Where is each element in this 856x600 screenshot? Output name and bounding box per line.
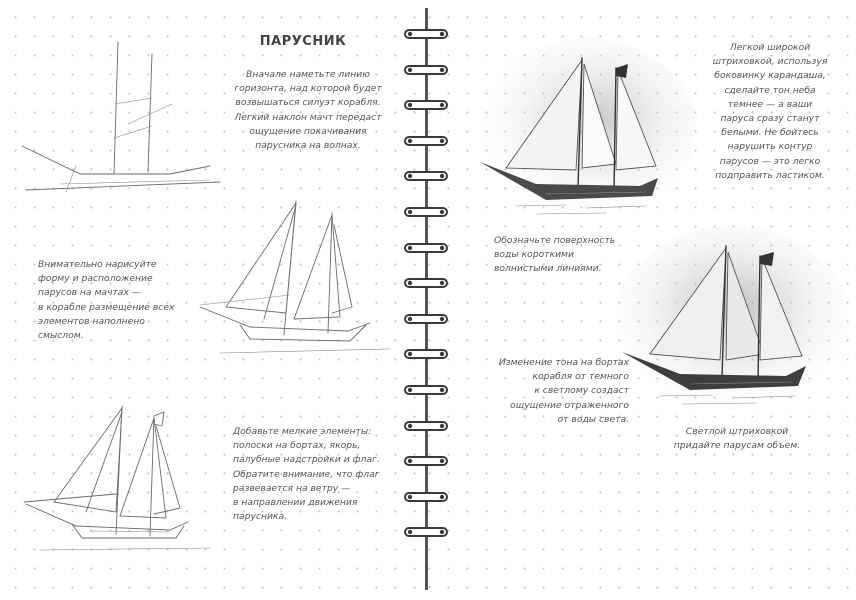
spiral-ring	[404, 420, 448, 432]
spiral-ring	[404, 170, 448, 182]
step-caption-shading: Легкой широкой штриховкой, используя боковинку карандаша, сделайте тон неба темнее — а ваши паруса сразу станут белыми. Не бойтесь нарушить контур парусов — это легко подправить ластиком.	[712, 42, 828, 181]
spiral-ring	[404, 348, 448, 360]
page-title: ПАРУСНИК	[259, 34, 347, 49]
spiral-ring	[404, 313, 448, 325]
shaded-ship-sails-volume	[616, 236, 846, 416]
spiral-ring	[404, 64, 448, 76]
step-caption-water: Обозначьте поверхность воды короткими волнистыми линиями.	[494, 235, 616, 275]
spiral-ring	[404, 206, 448, 218]
spiral-ring	[404, 491, 448, 503]
spiral-ring	[404, 99, 448, 111]
spiral-ring	[404, 135, 448, 147]
spiral-ring	[404, 455, 448, 467]
spiral-ring	[404, 384, 448, 396]
spiral-ring	[404, 526, 448, 538]
spiral-ring	[404, 277, 448, 289]
shaded-ship-sky-toned	[476, 48, 686, 218]
sketch-step-sails	[190, 195, 410, 360]
step-caption-hull-tone: Изменение тона на бортах корабля от темного к светлому создаст ощущение отраженного от воды света.	[498, 357, 629, 425]
step-caption-horizon: Вначале наметьте линию горизонта, над которой будет возвышаться силуэт корабля. Легкий наклон мачт передаст ощущение покачивания парусника на волнах.	[234, 69, 382, 152]
step-caption-sail-volume: Светлой штриховкой придайте парусам объем.	[673, 426, 801, 452]
step-caption-details: Добавьте мелкие элементы: полоски на бортах, якорь, палубные надстройки и флаг. Обратите внимание, что флаг развевается на ветру — в направлении движения парусника.	[233, 426, 380, 523]
spiral-ring	[404, 28, 448, 40]
sketch-step-horizon	[20, 34, 230, 204]
spiral-ring	[404, 242, 448, 254]
step-caption-sails: Внимательно нарисуйте форму и расположение парусов на мачтах — в корабле размещение всех элементов наполнено смыслом.	[38, 259, 175, 342]
sketch-step-details	[20, 398, 230, 558]
